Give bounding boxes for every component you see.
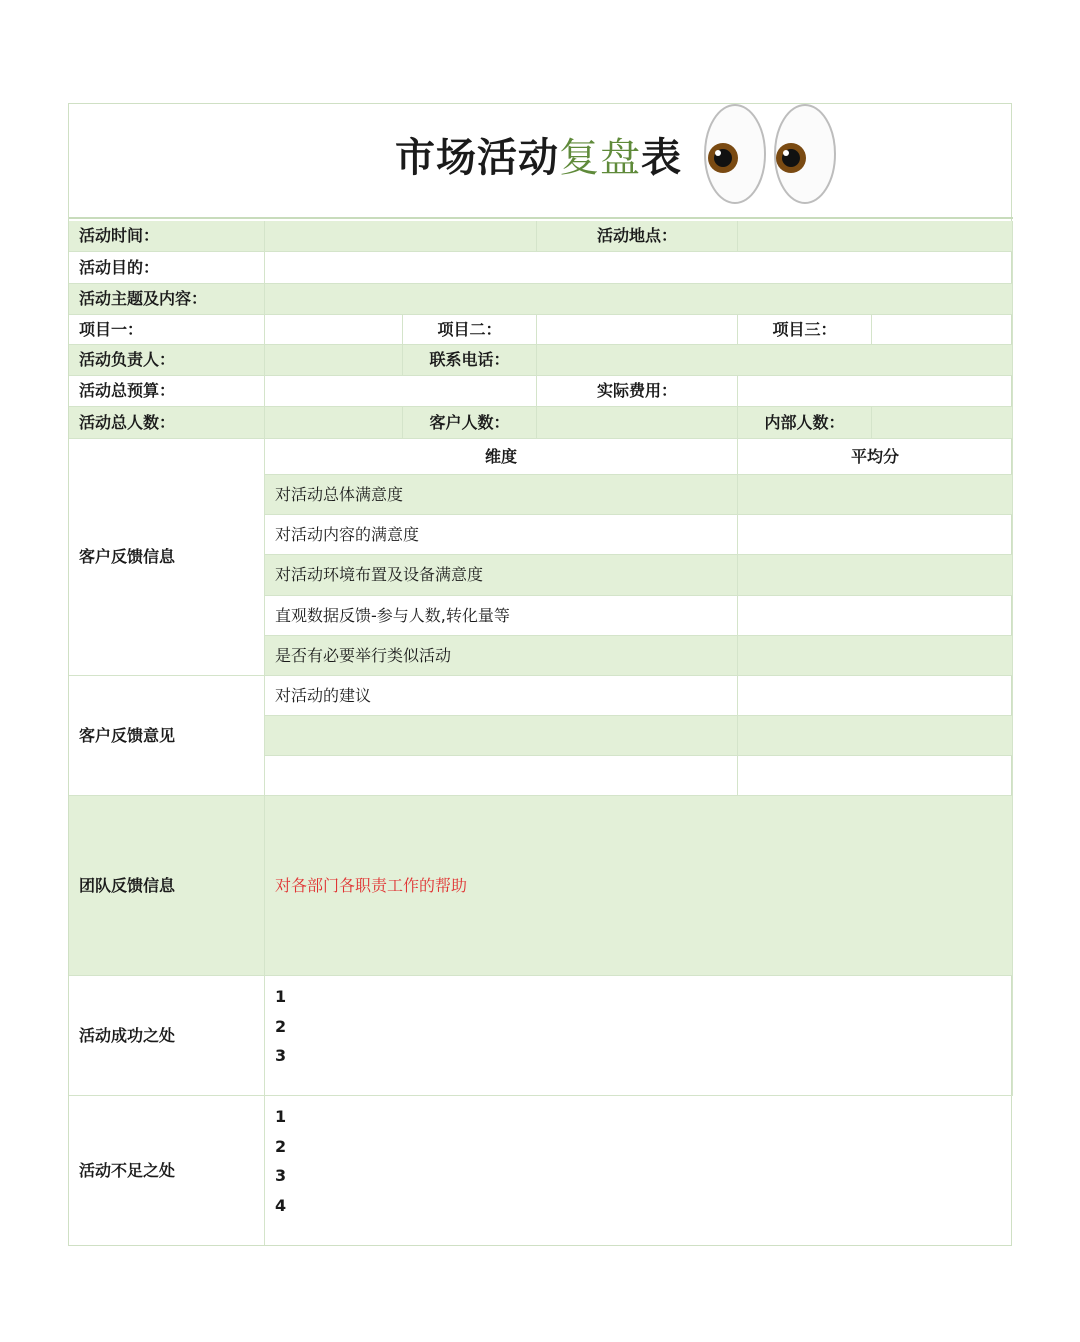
customer-count-value[interactable] — [537, 407, 738, 439]
time-label: 活动时间： — [69, 221, 265, 252]
item3-value[interactable] — [872, 315, 1013, 345]
feedback-score[interactable] — [738, 596, 1013, 636]
time-value[interactable] — [265, 221, 537, 252]
owner-value[interactable] — [265, 345, 403, 376]
item2-value[interactable] — [537, 315, 738, 345]
customer-feedback-opinion-label: 客户反馈意见 — [69, 676, 265, 796]
actual-cost-value[interactable] — [738, 376, 1013, 407]
purpose-label: 活动目的： — [69, 252, 265, 284]
feedback-score[interactable] — [738, 515, 1013, 555]
list-number: 1 — [275, 1107, 287, 1126]
feedback-score[interactable] — [738, 475, 1013, 515]
budget-label: 活动总预算： — [69, 376, 265, 407]
customer-feedback-info-label: 客户反馈信息 — [69, 439, 265, 676]
review-sheet — [68, 103, 1012, 1246]
opinion-value[interactable] — [738, 676, 1013, 716]
phone-label: 联系电话： — [403, 345, 537, 376]
total-count-value[interactable] — [265, 407, 403, 439]
feedback-item: 对活动环境布置及设备满意度 — [265, 555, 738, 596]
list-number: 4 — [275, 1196, 287, 1216]
shortcoming-label: 活动不足之处 — [69, 1096, 265, 1245]
list-number: 2 — [275, 1136, 287, 1156]
feedback-item: 对活动总体满意度 — [265, 475, 738, 515]
item2-label: 项目二： — [403, 315, 537, 345]
phone-value[interactable] — [537, 345, 1013, 376]
actual-cost-label: 实际费用： — [537, 376, 738, 407]
item1-label: 项目一： — [69, 315, 265, 345]
dimension-header: 维度 — [265, 439, 738, 475]
success-list[interactable] — [265, 976, 1013, 1096]
item1-value[interactable] — [265, 315, 403, 345]
feedback-score[interactable] — [738, 636, 1013, 676]
internal-count-value[interactable] — [872, 407, 1013, 439]
list-number: 3 — [275, 1166, 287, 1186]
feedback-item: 直观数据反馈-参与人数,转化量等 — [265, 596, 738, 636]
place-value[interactable] — [738, 221, 1013, 252]
feedback-item: 对活动内容的满意度 — [265, 515, 738, 555]
theme-label: 活动主题及内容： — [69, 284, 265, 315]
budget-value[interactable] — [265, 376, 537, 407]
owner-label: 活动负责人： — [69, 345, 265, 376]
opinion-value[interactable] — [738, 756, 1013, 796]
page-title: 市场活动复盘表 — [395, 135, 682, 181]
title-tail: 表 — [641, 135, 682, 181]
team-feedback-content[interactable]: 对各部门各职责工作的帮助 — [265, 796, 1013, 976]
opinion-value[interactable] — [738, 716, 1013, 756]
list-number: 2 — [275, 1016, 287, 1036]
theme-value[interactable] — [265, 284, 1013, 315]
opinion-item-empty[interactable] — [265, 716, 738, 756]
customer-count-label: 客户人数： — [403, 407, 537, 439]
place-label: 活动地点： — [537, 221, 738, 252]
feedback-score[interactable] — [738, 555, 1013, 596]
title-row — [69, 104, 1013, 219]
average-score-header: 平均分 — [738, 439, 1013, 475]
shortcoming-list[interactable] — [265, 1096, 1013, 1245]
feedback-item: 是否有必要举行类似活动 — [265, 636, 738, 676]
team-feedback-label: 团队反馈信息 — [69, 796, 265, 976]
list-number: 1 — [275, 987, 287, 1006]
item3-label: 项目三： — [738, 315, 872, 345]
eyes-icon — [701, 104, 841, 208]
success-label: 活动成功之处 — [69, 976, 265, 1096]
internal-count-label: 内部人数： — [738, 407, 872, 439]
total-count-label: 活动总人数： — [69, 407, 265, 439]
opinion-item-empty[interactable] — [265, 756, 738, 796]
opinion-item: 对活动的建议 — [265, 676, 738, 716]
purpose-value[interactable] — [265, 252, 1013, 284]
list-number: 3 — [275, 1046, 287, 1066]
